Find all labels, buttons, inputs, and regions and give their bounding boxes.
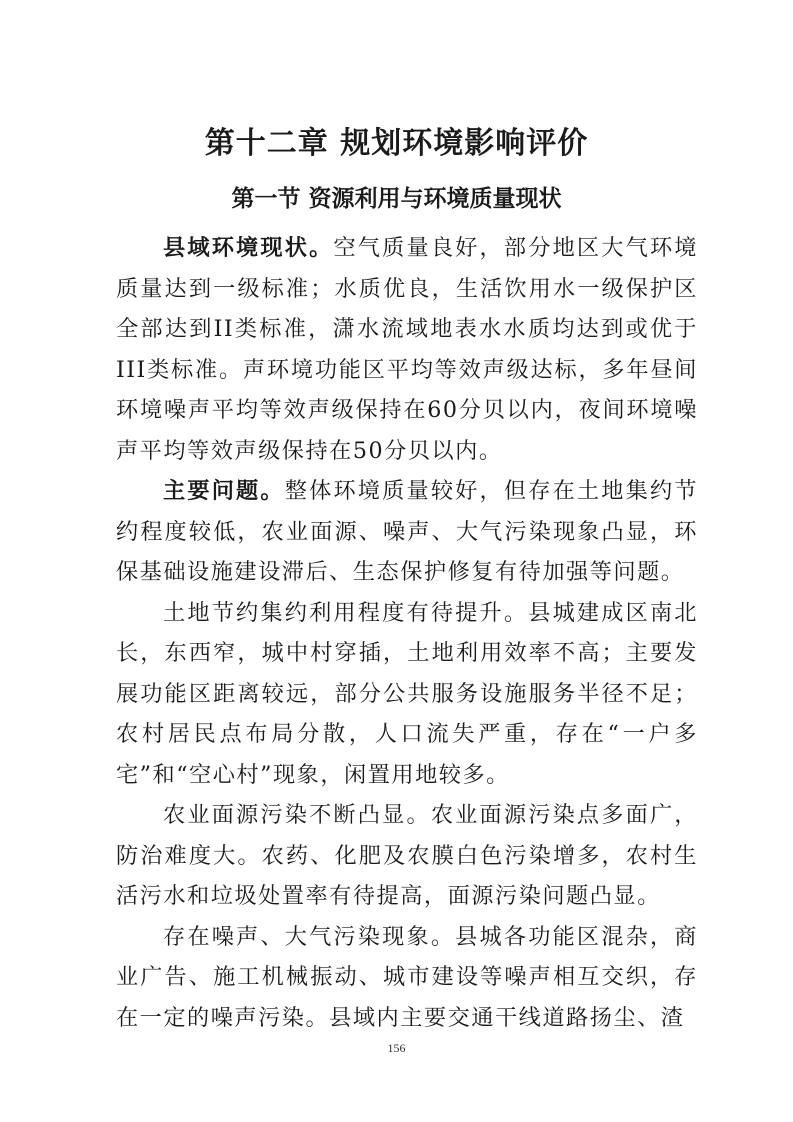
paragraph-lead: 主要问题。 [163, 478, 285, 504]
page-number: 156 [387, 1041, 406, 1055]
paragraph-text: 农业面源污染不断凸显。农业面源污染点多面广，防治难度大。农药、化肥及农膜白色污染增多，农村生活污水和垃圾处置率有待提高，面源污染问题凸显。 [116, 802, 698, 909]
paragraph-agricultural-pollution [116, 795, 698, 917]
paragraph-noise-air-pollution [116, 917, 698, 1039]
paragraph-text: 整体环境质量较好，但存在土地集约节约程度较低，农业面源、噪声、大气污染现象凸显，环保基础设施建设滞后、生态保护修复有待加强等问题。 [116, 478, 699, 585]
paragraph-text: 空气质量良好，部分地区大气环境质量达到一级标准；水质优良，生活饮用水一级保护区全部达到II类标准，潇水流域地表水水质均达到或优于III类标准。声环境功能区平均等效声级达标，多年昼间环境噪声平均等效声级保持在60分贝以内，夜间环境噪声平均等效声级保持在50分贝以内。 [116, 235, 698, 464]
chapter-title: 第十二章 规划环境影响评价 [204, 126, 589, 161]
paragraph-lead: 县域环境现状。 [163, 235, 334, 261]
paragraph-main-issues [116, 471, 698, 593]
paragraph-county-status [116, 228, 698, 471]
paragraph-text: 土地节约集约利用程度有待提升。县城建成区南北长，东西窄，城中村穿插，土地利用效率不高；主要发展功能区距离较远，部分公共服务设施服务半径不足；农村居民点布局分散，人口流失严重，存在“一户多宅”和“空心村”现象，闲置用地较多。 [116, 599, 698, 788]
body-text [116, 228, 698, 1038]
paragraph-text: 存在噪声、大气污染现象。县城各功能区混杂，商业广告、施工机械振动、城市建设等噪声相互交织，存在一定的噪声污染。县域内主要交通干线道路扬尘、渣 [116, 923, 698, 1031]
section-title: 第一节 资源利用与环境质量现状 [231, 186, 562, 212]
paragraph-land-use [116, 593, 698, 796]
